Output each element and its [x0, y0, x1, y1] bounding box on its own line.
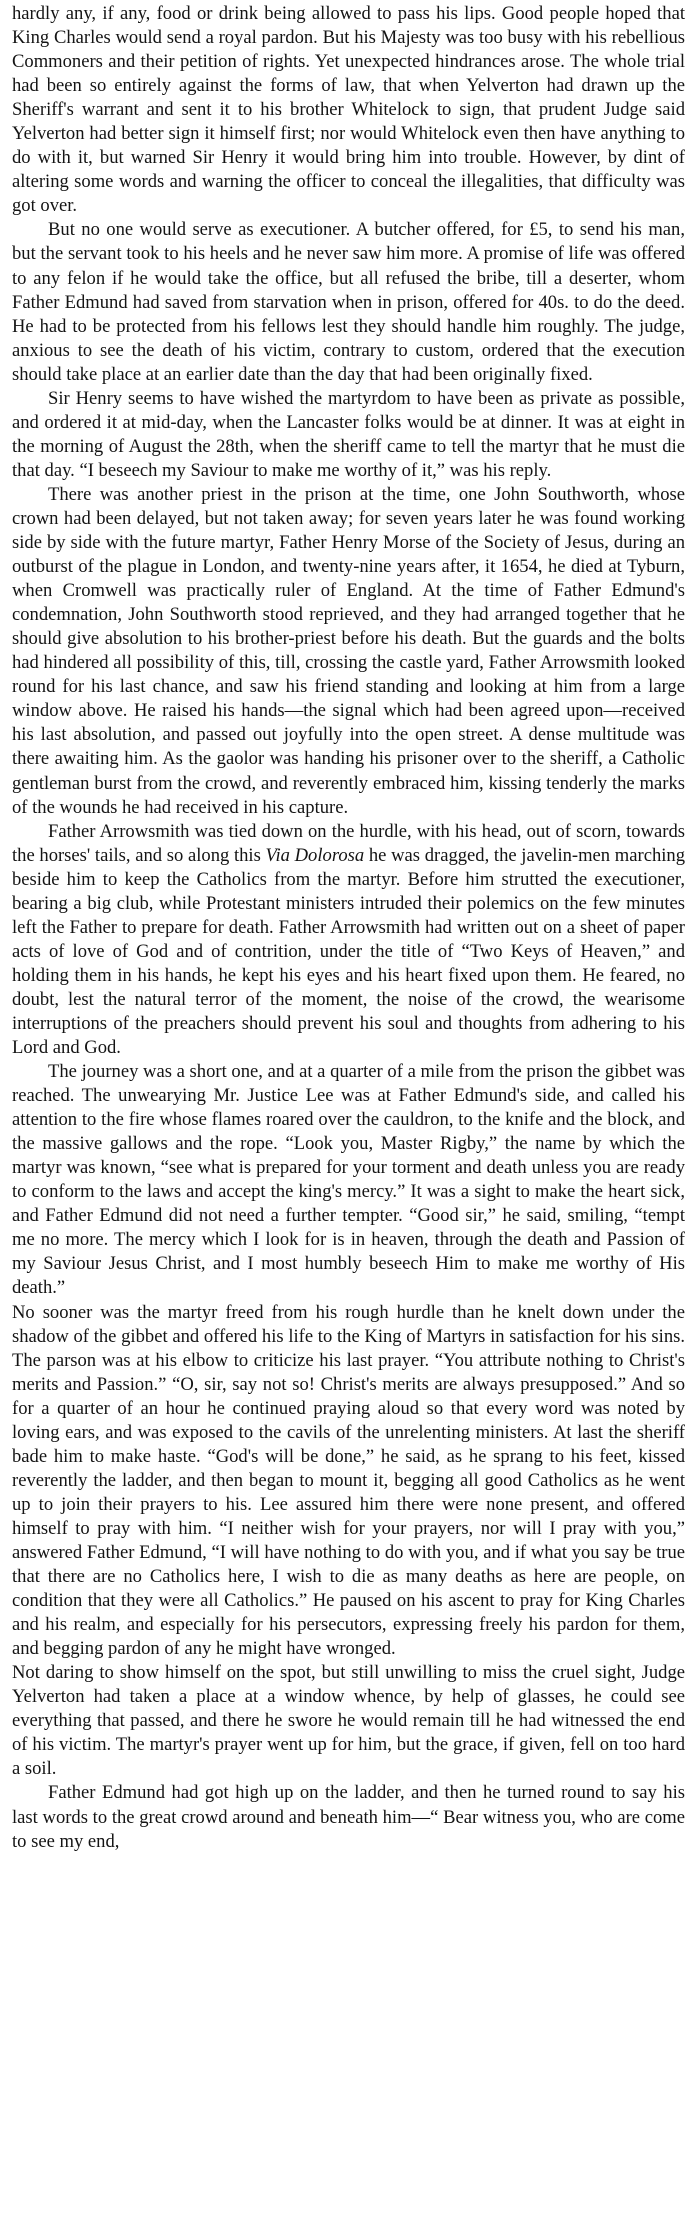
- paragraph-2: But no one would serve as executioner. A butcher offered, for £5, to send his man, but the servant took to his heels and he never saw him more. A promise of life was offered to any felon if he would take the office, but all refused the bribe, till a deserter, whom Father Edmund had saved from starvation when in prison, offered for 40s. to do the deed. He had to be protected from his fellows lest they should handle him roughly. The judge, anxious to see the death of his victim, contrary to custom, ordered that the execution should take place at an earlier date than the day that had been originally fixed.: [12, 219, 685, 385]
- paragraph-4: There was another priest in the prison at the time, one John Southworth, whose crown had been delayed, but not taken away; for seven years later he was found working side by side with the future martyr, Father Henry Morse of the Society of Jesus, during an outburst of the plague in London, and twenty-nine years after, it 1654, he died at Tyburn, when Cromwell was practically ruler of England. At the time of Father Edmund's condemnation, John Southworth stood reprieved, and they had arranged together that he should give absolution to his brother-priest before his death. But the guards and the bolts had hindered all possibility of this, till, crossing the castle yard, Father Arrowsmith looked round for his last chance, and saw his friend standing and looking at him from a large window above. He raised his hands—the signal which had been agreed upon—received his last absolution, and passed out joyfully into the open street. A dense multitude was there awaiting him. As the gaolor was handing his prisoner over to the sheriff, a Catholic gentleman burst from the crowd, and reverently embraced him, kissing tenderly the marks of the wounds he had received in his capture.: [12, 483, 685, 818]
- paragraph-5: [12, 820, 685, 1060]
- paragraph-8: Not daring to show himself on the spot, but still unwilling to miss the cruel sight, Judge Yelverton had taken a place at a window whence, by help of glasses, he could see everything that passed, and there he swore he would remain till he had witnessed the end of his victim. The martyr's prayer went up for him, but the grace, if given, fell on too hard a soil.: [12, 1662, 685, 1780]
- paragraph-5-text-after: he was dragged, the javelin-men marching beside him to keep the Catholics from the martyr. Before him strutted the executioner, bearing a big club, while Protestant ministers intruded their polemics on the few minutes left the Father to prepare for death. Father Arrowsmith had written out on a sheet of paper acts of love of God and of contrition, under the title of “Two Keys of Heaven,” and holding them in his hands, he kept his eyes and his heart fixed upon them. He feared, no doubt, lest the natural terror of the moment, the noise of the crowd, the wearisome interruptions of the preachers should prevent his soul and thoughts from adhering to his Lord and God.: [12, 844, 686, 1059]
- paragraph-5-italic-phrase: Via Dolorosa: [265, 844, 365, 866]
- paragraph-9: Father Edmund had got high up on the ladder, and then he turned round to say his last words to the great crowd around and beneath him—“ Bear witness you, who are come to see my end,: [12, 1782, 685, 1852]
- paragraph-1: hardly any, if any, food or drink being allowed to pass his lips. Good people hoped that King Charles would send a royal pardon. But his Majesty was too busy with his rebellious Commoners and their petition of rights. Yet unexpected hindrances arose. The whole trial had been so entirely against the forms of law, that when Yelverton had drawn up the Sheriff's warrant and sent it to his brother Whitelock to sign, that prudent Judge said Yelverton had better sign it himself first; nor would Whitelock even then have anything to do with it, but warned Sir Henry it would bring him into trouble. However, by dint of altering some words and warning the officer to conceal the illegalities, that difficulty was got over.: [12, 3, 685, 217]
- paragraph-7: No sooner was the martyr freed from his rough hurdle than he knelt down under the shadow of the gibbet and offered his life to the King of Martyrs in satisfaction for his sins. The parson was at his elbow to criticize his last prayer. “You attribute nothing to Christ's merits and Passion.” “O, sir, say not so! Christ's merits are always presupposed.” And so for a quarter of an hour he continued praying aloud so that every word was noted by loving ears, and was exposed to the cavils of the unrelenting ministers. At last the sheriff bade him to make haste. “God's will be done,” he said, as he sprang to his feet, kissed reverently the ladder, and then began to mount it, begging all good Catholics as he went up to join their prayers to his. Lee assured him there were none present, and offered himself to pray with him. “I neither wish for your prayers, nor will I pray with you,” answered Father Edmund, “I will have nothing to do with you, and if what you say be true that there are no Catholics here, I wish to die as many deaths as here are people, on condition that they were all Catholics.” He paused on his ascent to pray for King Charles and his realm, and especially for his persecutors, expressing freely his pardon for them, and begging pardon of any he might have wronged.: [12, 1301, 685, 1660]
- paragraph-5-text-before: Father Arrowsmith was tied down on the hurdle, with his head, out of scorn, towards the horses' tails, and so along this: [12, 820, 685, 866]
- paragraph-3: Sir Henry seems to have wished the martyrdom to have been as private as possible, and ordered it at mid-day, when the Lancaster folks would be at dinner. It was at eight in the morning of August the 28th, when the sheriff came to tell the martyr that he must die that day. “I beseech my Saviour to make me worthy of it,” was his reply.: [12, 387, 685, 481]
- paragraph-6: The journey was a short one, and at a quarter of a mile from the prison the gibbet was reached. The unwearying Mr. Justice Lee was at Father Edmund's side, and called his attention to the fire whose flames roared over the cauldron, to the knife and the block, and the massive gallows and the rope. “Look you, Master Rigby,” the name by which the martyr was known, “see what is prepared for your torment and death unless you are ready to conform to the laws and accept the king's mercy.” It was a sight to make the heart sick, and Father Edmund did not need a further tempter. “Good sir,” he said, smiling, “tempt me no more. The mercy which I look for is in heaven, through the death and Passion of my Saviour Jesus Christ, and I most humbly beseech Him to make me worthy of His death.”: [12, 1061, 685, 1299]
